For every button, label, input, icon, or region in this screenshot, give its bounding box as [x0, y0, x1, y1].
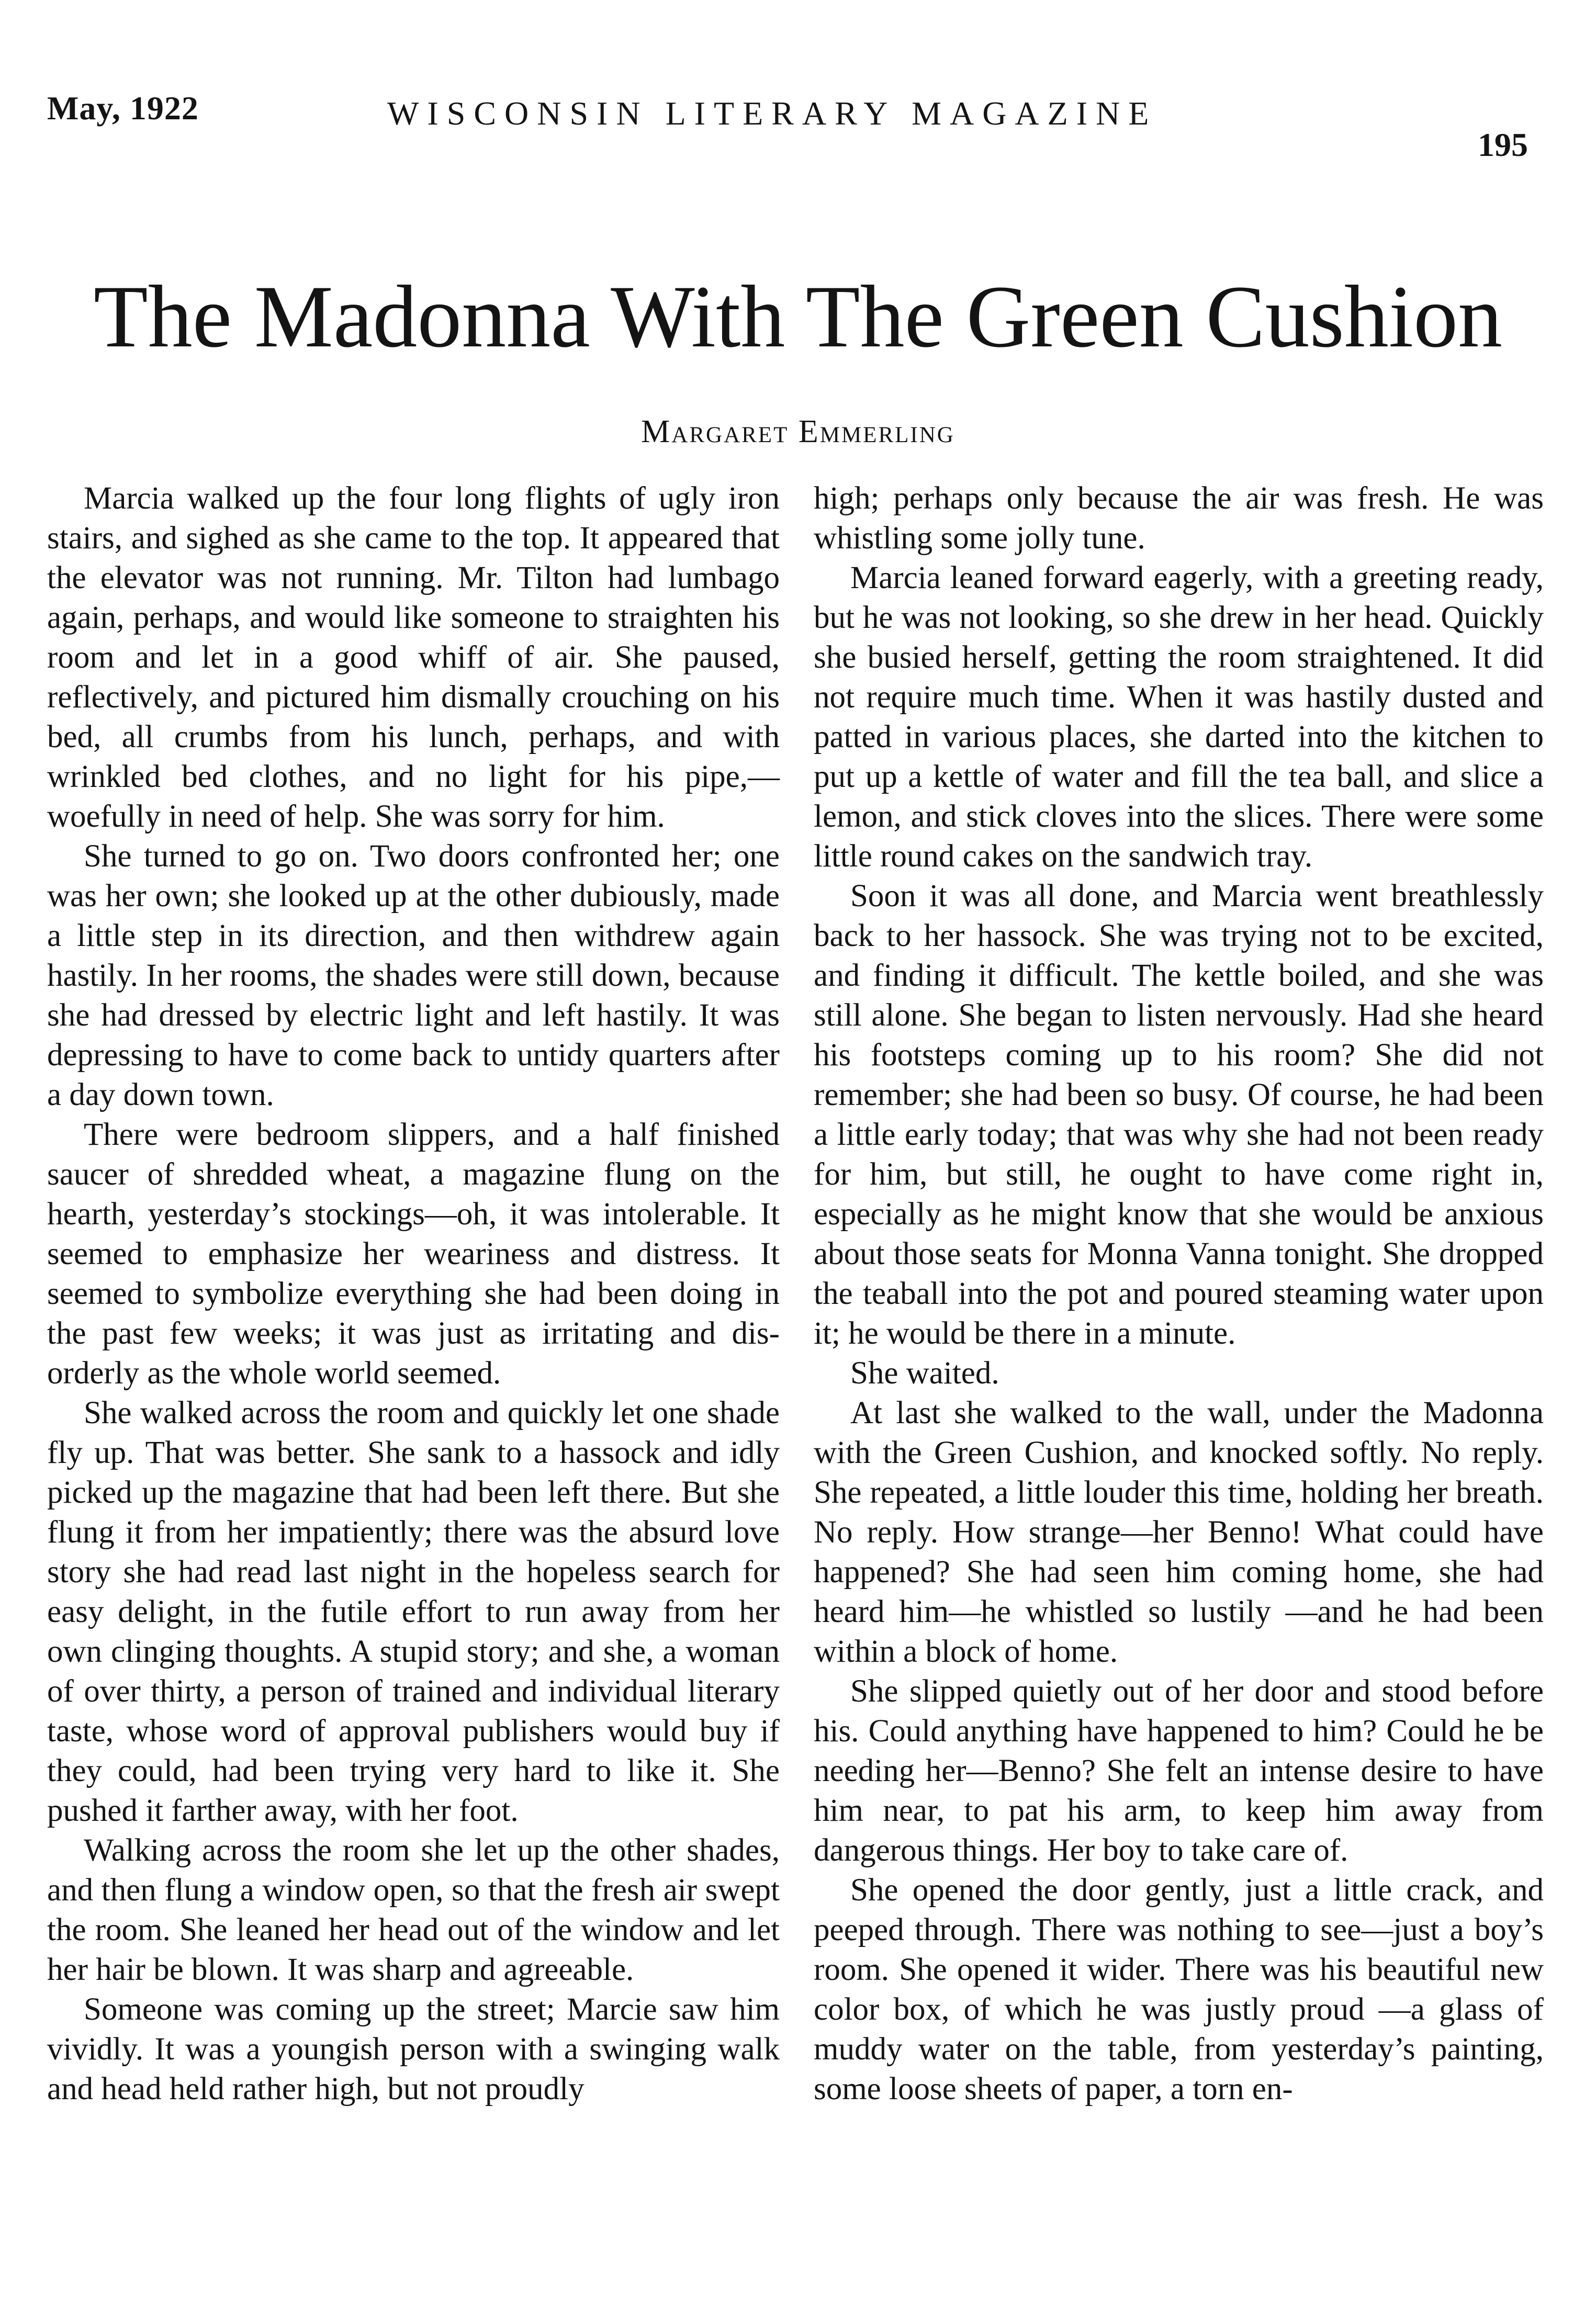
right-column	[814, 479, 1544, 2109]
page-number: 195	[1478, 126, 1528, 163]
paragraph: She opened the door gently, just a little crack, and peeped through. There was nothing to see—just a boy’s room. She opened it wider. There was his beautiful new color box, of which he was justly proud —a glass of muddy water on the table, from yesterday’s painting, some loose sheets of paper, a torn en‑	[814, 1873, 1544, 2107]
left-column	[47, 479, 780, 2109]
issue-date: May, 1922	[47, 89, 199, 127]
journal-title: WISCONSIN LITERARY MAGAZINE	[387, 95, 1157, 132]
paragraph: Soon it was all done, and Marcia went breathlessly back to her hassock. She was trying not to be excited, and finding it difficult. The kettle boiled, and she was still alone. She began to listen nervously. Had she heard his footsteps coming up to his room? She did not remember; she had been so busy. Of course, he had been a little early today; that was why she had not been ready for him, but still, he ought to have come right in, especially as he might know that she would be anxious about those seats for Monna Vanna tonight. She dropped the teaball into the pot and poured steaming water upon it; he would be there in a minute.	[814, 879, 1544, 1351]
paragraph: Marcia leaned forward eagerly, with a greeting ready, but he was not looking, so she drew in her head. Quickly she busied herself, getting the room straightened. It did not require much time. When it was hastily dusted and patted in various places, she darted into the kitchen to put up a kettle of water and fill the tea ball, and slice a lemon, and stick cloves into the slices. There were some little round cakes on the sandwich tray.	[814, 560, 1544, 874]
running-head	[47, 89, 1549, 163]
paragraph: high; perhaps only because the air was fresh. He was whistling some jolly tune.	[814, 481, 1544, 556]
article-title: The Madonna With The Green Cushion	[93, 267, 1503, 366]
paragraph: She walked across the room and quickly let one shade fly up. That was better. She sank to a hassock and idly picked up the magazine that had been left there. But she flung it from her impatiently; there was the absurd love story she had read last night in the hopeless search for easy delight, in the futile effort to run away from her own clinging thoughts. A stupid story; and she, a woman of over thirty, a person of trained and individual literary taste, whose word of approval publishers would buy if they could, had been trying very hard to like it. She pushed it farther away, with her foot.	[47, 1395, 780, 1828]
paragraph: She slipped quietly out of her door and stood before his. Could anything have happened to him? Could he be needing her—Benno? She felt an intense desire to have him near, to pat his arm, to keep him away from dangerous things. Her boy to take care of.	[814, 1674, 1544, 1868]
paragraph: There were bedroom slippers, and a half finished saucer of shredded wheat, a magazine flung on the hearth, yesterday’s stockings—oh, it was intolerable. It seemed to emphasize her weariness and distress. It seemed to symbolize everything she had been doing in the past few weeks; it was just as irritating and disorderly as the whole world seemed.	[47, 1117, 780, 1391]
paragraph: At last she walked to the wall, under the Madonna with the Green Cushion, and knocked softly. No reply. She repeated, a little louder this time, holding her breath. No reply. How strange—her Benno! What could have happened? She had seen him coming home, she had heard him—he whistled so lustily —and he had been within a block of home.	[814, 1395, 1544, 1669]
paragraph: Walking across the room she let up the other shades, and then flung a window open, so that the fresh air swept the room. She leaned her head out of the window and let her hair be blown. It was sharp and agreeable.	[47, 1833, 780, 1987]
article-author: Margaret Emmerling	[641, 414, 955, 449]
paragraph: Marcia walked up the four long flights of ugly iron stairs, and sighed as she came to the top. It appeared that the elevator was not running. Mr. Tilton had lumbago again, perhaps, and would like someone to straighten his room and let in a good whiff of air. She paused, reflectively, and pictured him dismally crouching on his bed, all crumbs from his lunch, perhaps, and with wrinkled bed clothes, and no light for his pipe,—woefully in need of help. She was sorry for him.	[47, 481, 780, 834]
paragraph: She turned to go on. Two doors confronted her; one was her own; she looked up at the other dubiously, made a little step in its direction, and then withdrew again hastily. In her rooms, the shades were still down, because she had dressed by electric light and left hastily. It was depressing to have to come back to untidy quarters after a day down town.	[47, 839, 780, 1112]
paragraph: Someone was coming up the street; Marcie saw him vividly. It was a youngish person with a swinging walk and head held rather high, but not proudly	[47, 1992, 780, 2107]
paragraph: She waited.	[850, 1356, 999, 1391]
